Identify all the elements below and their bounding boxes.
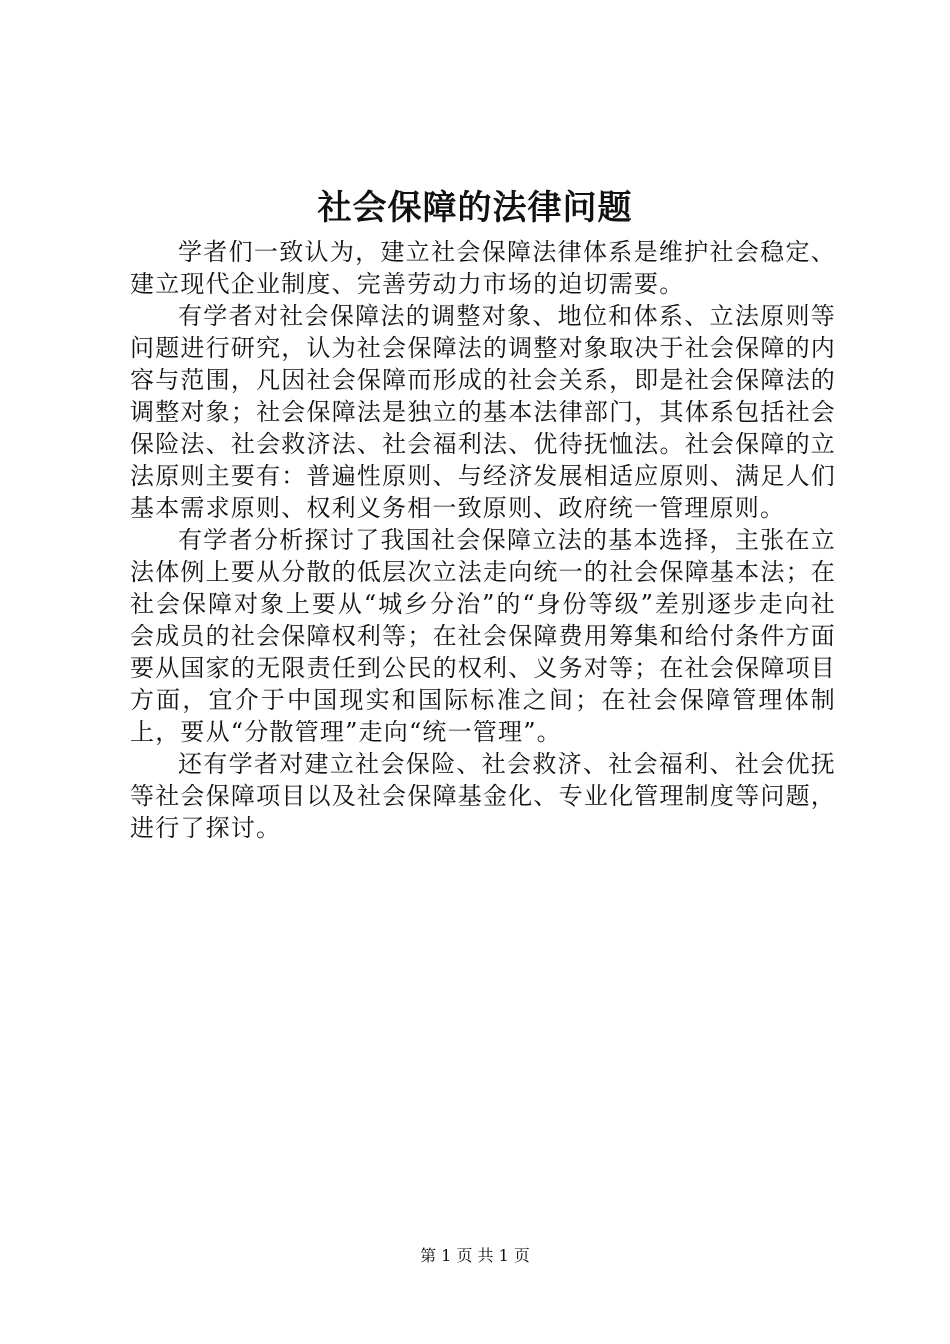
paragraph-2: 有学者对社会保障法的调整对象、地位和体系、立法原则等问题进行研究，认为社会保障法的调整对象取决于社会保障的内容与范围，凡因社会保障而形成的社会关系，即是社会保障法的调整对象；社会保障法是独立的基本法律部门，其体系包括社会保险法、社会救济法、社会福利法、优待抚恤法。社会保障的立法原则主要有：普遍性原则、与经济发展相适应原则、满足人们基本需求原则、权利义务相一致原则、政府统一管理原则。: [130, 302, 836, 522]
paragraph-4: 还有学者对建立社会保险、社会救济、社会福利、社会优抚等社会保障项目以及社会保障基金化、专业化管理制度等问题，进行了探讨。: [130, 750, 836, 842]
document-body: [130, 236, 836, 844]
page-footer: 第 1 页 共 1 页: [420, 1246, 530, 1265]
paragraph-3: 有学者分析探讨了我国社会保障立法的基本选择，主张在立法体例上要从分散的低层次立法走向统一的社会保障基本法；在社会保障对象上要从“城乡分治”的“身份等级”差别逐步走向社会成员的社会保障权利等；在社会保障费用筹集和给付条件方面要从国家的无限责任到公民的权利、义务对等；在社会保障项目方面，宜介于中国现实和国际标准之间；在社会保障管理体制上，要从“分散管理”走向“统一管理”。: [130, 526, 836, 746]
document-title: 社会保障的法律问题: [317, 188, 633, 228]
paragraph-1: 学者们一致认为，建立社会保障法律体系是维护社会稳定、建立现代企业制度、完善劳动力市场的迫切需要。: [130, 238, 836, 298]
